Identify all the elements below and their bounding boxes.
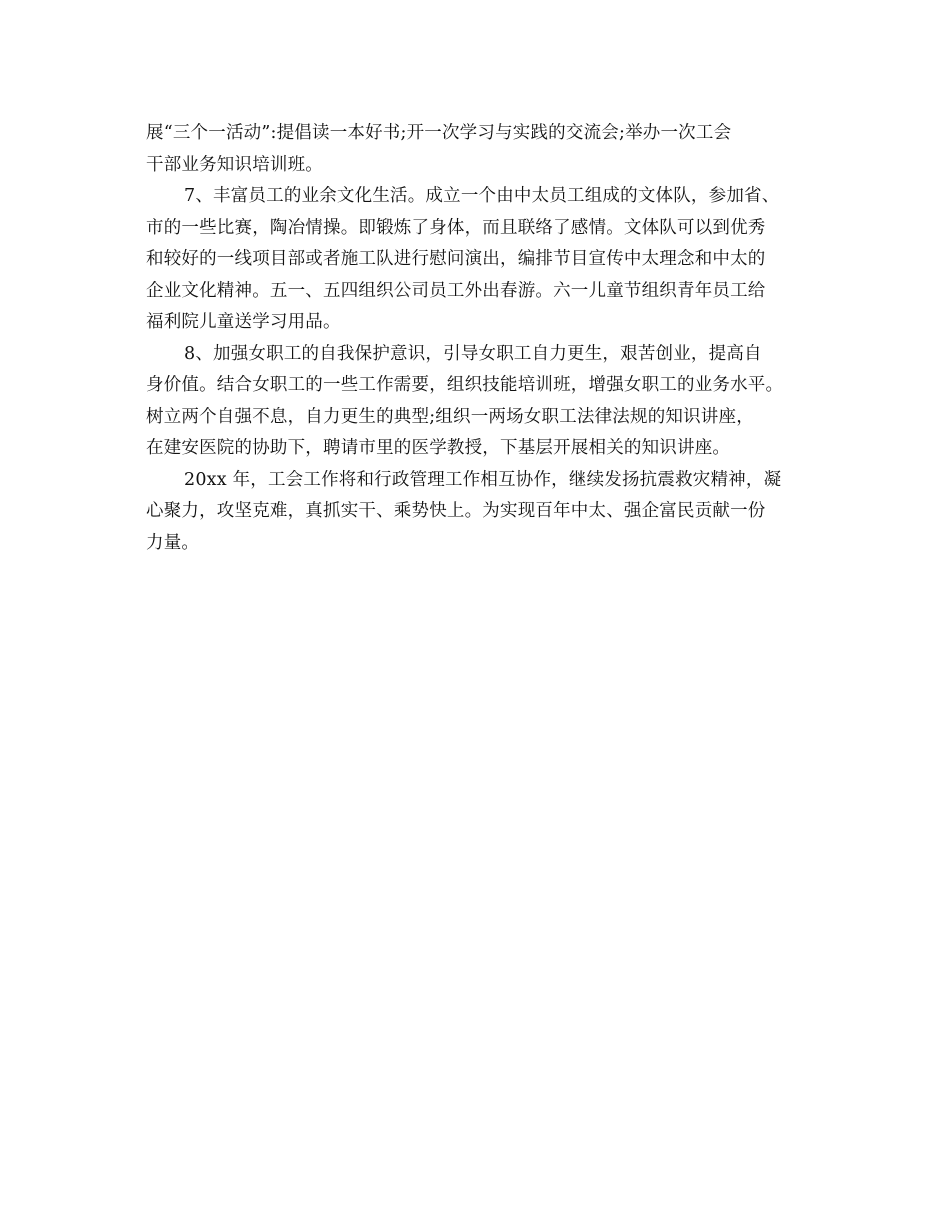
document-body (146, 118, 826, 559)
text-line: 市的一些比赛，陶冶情操。即锻炼了身体，而且联络了感情。文体队可以到优秀 (146, 217, 766, 238)
text-line: 心聚力，攻坚克难，真抓实干、乘势快上。为实现百年中太、强企富民贡献一份 (146, 501, 766, 521)
text-line: 和较好的一线项目部或者施工队进行慰问演出，编排节目宣传中太理念和中太的 (146, 249, 766, 269)
paragraph-item-8-start: 8、加强女职工的自我保护意识，引导女职工自力更生，艰苦创业，提高自 (184, 343, 762, 364)
text-line: 树立两个自强不息，自力更生的典型;组织一两场女职工法律法规的知识讲座， (146, 406, 754, 427)
text-line: 在建安医院的协助下，聘请市里的医学教授，下基层开展相关的知识讲座。 (146, 438, 731, 458)
text-line: 力量。 (146, 532, 200, 553)
text-line-continuation: 干部业务知识培训班。 (146, 154, 323, 175)
text-line-continuation: 展“三个一活动”:提倡读一本好书;开一次学习与实践的交流会;举办一次工会 (146, 123, 732, 143)
text-line: 福利院儿童送学习用品。 (146, 312, 341, 332)
paragraph-item-7-start: 7、丰富员工的业余文化生活。成立一个由中太员工组成的文体队，参加省、 (184, 186, 780, 206)
text-line: 身价值。结合女职工的一些工作需要，组织技能培训班，增强女职工的业务水平。 (146, 375, 784, 395)
text-line: 企业文化精神。五一、五四组织公司员工外出春游。六一儿童节组织青年员工给 (146, 280, 766, 301)
paragraph-conclusion-start: 20xx 年，工会工作将和行政管理工作相互协作，继续发扬抗震救灾精神，凝 (184, 469, 782, 490)
